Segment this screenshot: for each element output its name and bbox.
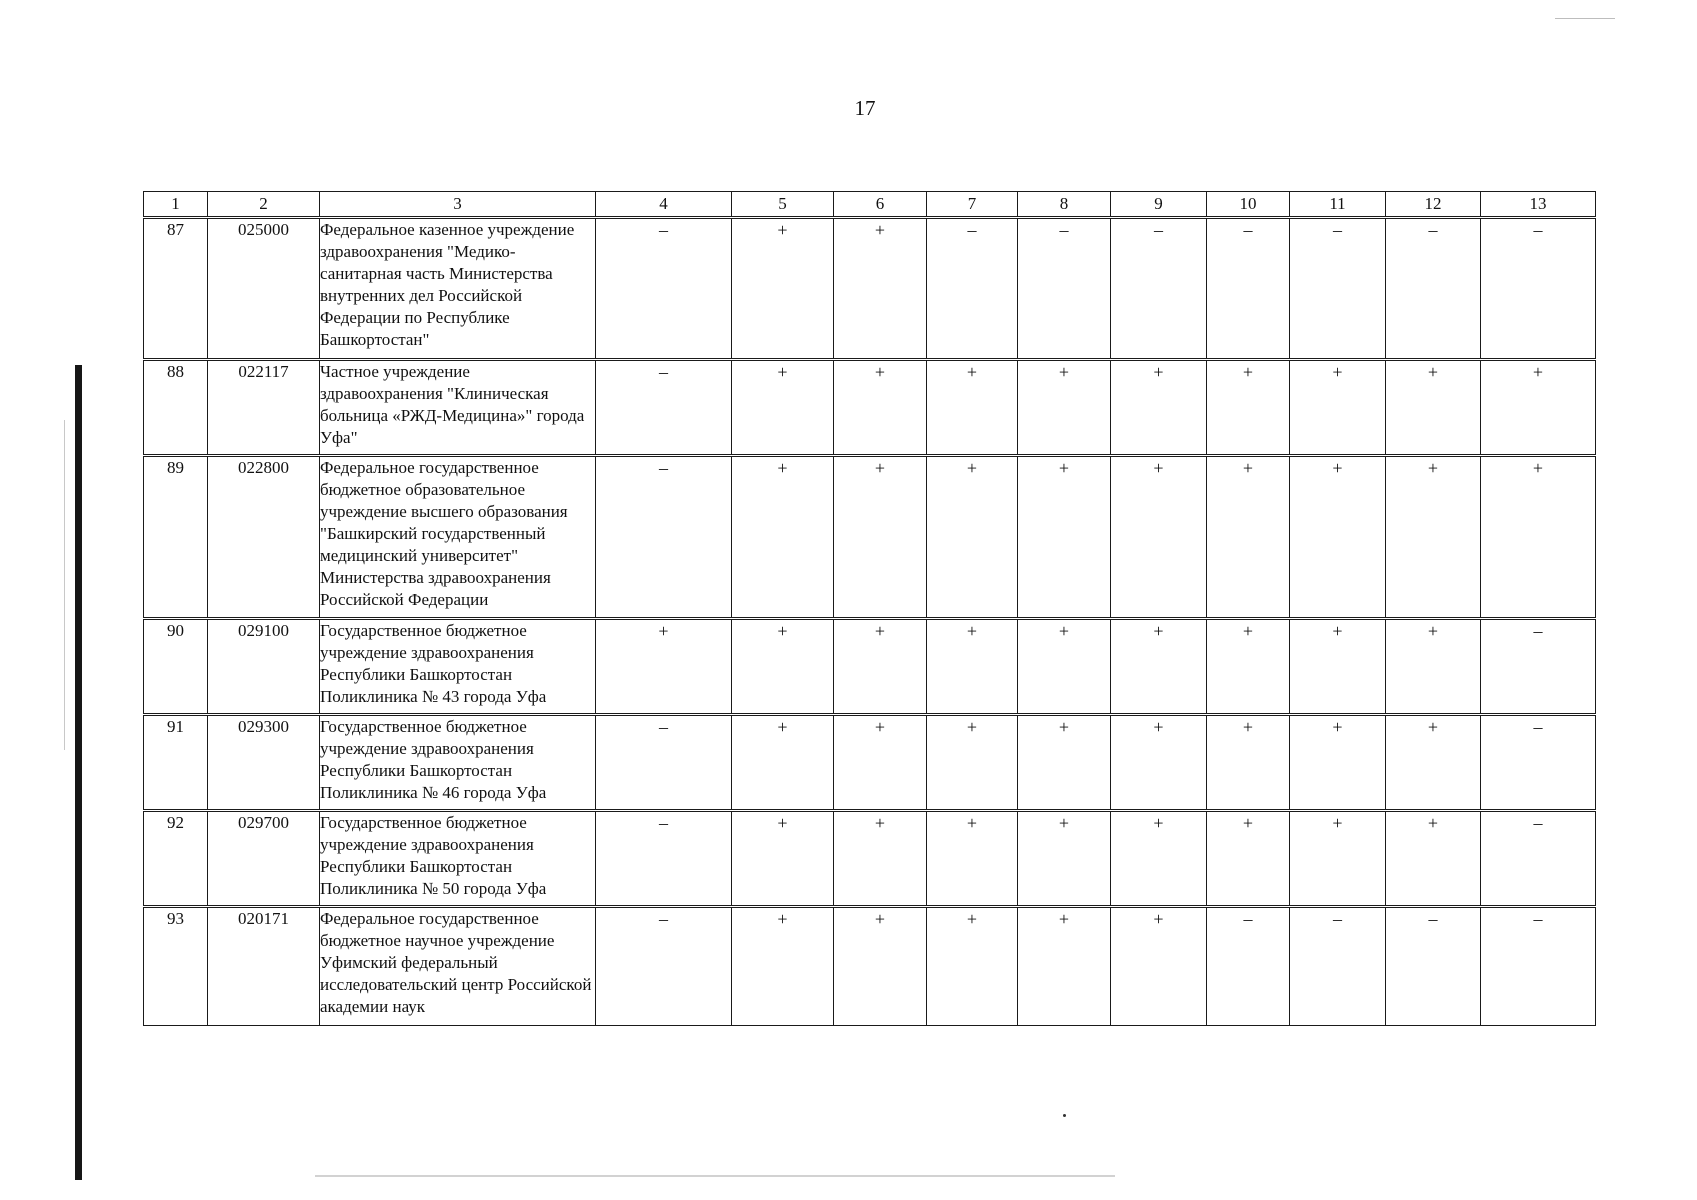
dash-mark: – <box>927 218 1018 360</box>
plus-mark: + <box>1018 456 1111 619</box>
plus-mark: + <box>1111 360 1207 456</box>
dash-mark: – <box>596 715 732 811</box>
scan-artifact-bottom <box>315 1175 1115 1177</box>
dash-mark: – <box>1481 715 1596 811</box>
institution-name: Федеральное государственное бюджетное образовательное учреждение высшего образования "Башкирский государственный медицинский университет" Министерства здравоохранения Российской Федерации <box>320 456 596 619</box>
institution-code: 022117 <box>208 360 320 456</box>
plus-mark: + <box>1018 907 1111 1026</box>
plus-mark: + <box>1386 715 1481 811</box>
plus-mark: + <box>1386 811 1481 907</box>
plus-mark: + <box>732 715 834 811</box>
plus-mark: + <box>1207 456 1290 619</box>
registry-table <box>143 191 1596 1026</box>
institution-name: Частное учреждение здравоохранения "Клиническая больница «РЖД-Медицина»" города Уфа" <box>320 360 596 456</box>
column-header: 6 <box>834 192 927 218</box>
dash-mark: – <box>1290 907 1386 1026</box>
dash-mark: – <box>1207 907 1290 1026</box>
table-row <box>144 619 1596 715</box>
institution-code: 029100 <box>208 619 320 715</box>
plus-mark: + <box>927 907 1018 1026</box>
dash-mark: – <box>1481 907 1596 1026</box>
plus-mark: + <box>834 715 927 811</box>
plus-mark: + <box>1111 715 1207 811</box>
plus-mark: + <box>1290 619 1386 715</box>
column-header: 4 <box>596 192 732 218</box>
table-row <box>144 811 1596 907</box>
plus-mark: + <box>1290 811 1386 907</box>
row-number: 93 <box>144 907 208 1026</box>
table-header <box>144 192 1596 218</box>
plus-mark: + <box>927 811 1018 907</box>
plus-mark: + <box>1481 360 1596 456</box>
dash-mark: – <box>596 907 732 1026</box>
dash-mark: – <box>1111 218 1207 360</box>
table-row <box>144 907 1596 1026</box>
plus-mark: + <box>1207 715 1290 811</box>
plus-mark: + <box>927 619 1018 715</box>
column-header: 8 <box>1018 192 1111 218</box>
institution-code: 029700 <box>208 811 320 907</box>
plus-mark: + <box>1111 456 1207 619</box>
dash-mark: – <box>1481 619 1596 715</box>
table-row <box>144 218 1596 360</box>
plus-mark: + <box>1018 360 1111 456</box>
plus-mark: + <box>732 360 834 456</box>
dash-mark: – <box>1290 218 1386 360</box>
plus-mark: + <box>1290 360 1386 456</box>
column-header: 5 <box>732 192 834 218</box>
plus-mark: + <box>732 619 834 715</box>
plus-mark: + <box>1207 619 1290 715</box>
institution-name: Федеральное казенное учреждение здравоохранения "Медико-санитарная часть Министерства внутренних дел Российской Федерации по Республике Башкортостан" <box>320 218 596 360</box>
column-header: 7 <box>927 192 1018 218</box>
dash-mark: – <box>596 456 732 619</box>
page-number: 17 <box>854 96 876 120</box>
scan-artifact-top <box>1555 18 1615 19</box>
row-number: 90 <box>144 619 208 715</box>
plus-mark: + <box>1386 456 1481 619</box>
plus-mark: + <box>1386 360 1481 456</box>
plus-mark: + <box>834 218 927 360</box>
plus-mark: + <box>927 456 1018 619</box>
dash-mark: – <box>1481 218 1596 360</box>
plus-mark: + <box>732 456 834 619</box>
column-header: 12 <box>1386 192 1481 218</box>
scan-edge-bar <box>75 365 82 1180</box>
table-row <box>144 715 1596 811</box>
scan-speck <box>1063 1114 1066 1117</box>
institution-name: Государственное бюджетное учреждение здравоохранения Республики Башкортостан Поликлиника № 46 города Уфа <box>320 715 596 811</box>
institution-name: Федеральное государственное бюджетное научное учреждение Уфимский федеральный исследовательский центр Российской академии наук <box>320 907 596 1026</box>
plus-mark: + <box>834 619 927 715</box>
column-header: 10 <box>1207 192 1290 218</box>
plus-mark: + <box>1207 811 1290 907</box>
plus-mark: + <box>732 907 834 1026</box>
dash-mark: – <box>596 360 732 456</box>
plus-mark: + <box>596 619 732 715</box>
institution-code: 022800 <box>208 456 320 619</box>
column-header: 2 <box>208 192 320 218</box>
row-number: 91 <box>144 715 208 811</box>
institution-name: Государственное бюджетное учреждение здравоохранения Республики Башкортостан Поликлиника № 43 города Уфа <box>320 619 596 715</box>
dash-mark: – <box>1207 218 1290 360</box>
table-row <box>144 360 1596 456</box>
institution-name: Государственное бюджетное учреждение здравоохранения Республики Башкортостан Поликлиника № 50 города Уфа <box>320 811 596 907</box>
plus-mark: + <box>732 218 834 360</box>
plus-mark: + <box>927 715 1018 811</box>
column-header: 9 <box>1111 192 1207 218</box>
plus-mark: + <box>834 907 927 1026</box>
plus-mark: + <box>927 360 1018 456</box>
row-number: 88 <box>144 360 208 456</box>
institution-code: 025000 <box>208 218 320 360</box>
column-header: 1 <box>144 192 208 218</box>
row-number: 92 <box>144 811 208 907</box>
institution-code: 020171 <box>208 907 320 1026</box>
plus-mark: + <box>834 456 927 619</box>
row-number: 87 <box>144 218 208 360</box>
dash-mark: – <box>1386 907 1481 1026</box>
plus-mark: + <box>1290 456 1386 619</box>
plus-mark: + <box>1111 907 1207 1026</box>
plus-mark: + <box>1481 456 1596 619</box>
plus-mark: + <box>834 811 927 907</box>
dash-mark: – <box>1386 218 1481 360</box>
plus-mark: + <box>1111 619 1207 715</box>
dash-mark: – <box>1481 811 1596 907</box>
dash-mark: – <box>1018 218 1111 360</box>
column-header: 11 <box>1290 192 1386 218</box>
table-row <box>144 456 1596 619</box>
institution-code: 029300 <box>208 715 320 811</box>
plus-mark: + <box>1018 619 1111 715</box>
plus-mark: + <box>1290 715 1386 811</box>
plus-mark: + <box>732 811 834 907</box>
column-header: 3 <box>320 192 596 218</box>
plus-mark: + <box>834 360 927 456</box>
plus-mark: + <box>1207 360 1290 456</box>
row-number: 89 <box>144 456 208 619</box>
dash-mark: – <box>596 218 732 360</box>
column-header: 13 <box>1481 192 1596 218</box>
scan-edge-line <box>64 420 65 750</box>
table-body <box>144 218 1596 1026</box>
plus-mark: + <box>1111 811 1207 907</box>
dash-mark: – <box>596 811 732 907</box>
plus-mark: + <box>1018 811 1111 907</box>
plus-mark: + <box>1018 715 1111 811</box>
plus-mark: + <box>1386 619 1481 715</box>
